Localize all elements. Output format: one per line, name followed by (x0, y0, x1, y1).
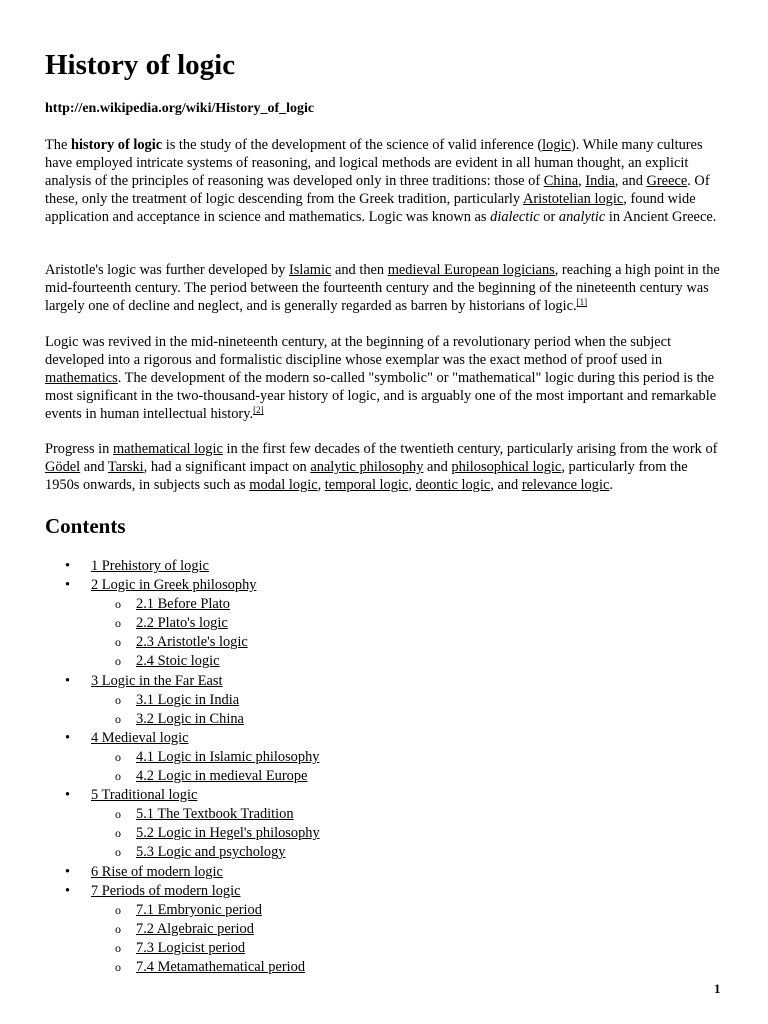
intro-paragraph (45, 136, 725, 226)
text: in Ancient Greece. (605, 209, 717, 225)
circle-bullet-icon: o (115, 635, 121, 650)
toc-link[interactable]: 2 Logic in Greek philosophy (91, 577, 257, 594)
toc-item (45, 557, 725, 576)
italic-term: analytic (558, 209, 606, 225)
bullet-icon: • (65, 558, 71, 574)
reference-link-2[interactable]: [2] (253, 405, 264, 415)
toc-subitem (91, 767, 725, 786)
toc-subitem (91, 614, 725, 633)
link-india[interactable]: India (585, 173, 615, 189)
toc-sublink[interactable]: 7.1 Embryonic period (136, 901, 262, 918)
toc-link[interactable]: 5 Traditional logic (91, 787, 198, 804)
text: , particularly from the 1950s onwards, in subjects such as (45, 459, 688, 493)
toc-link[interactable]: 4 Medieval logic (91, 729, 189, 746)
toc-sublist (91, 805, 725, 862)
toc-link[interactable]: 7 Periods of modern logic (91, 882, 241, 899)
bullet-icon: • (65, 787, 71, 804)
text: and (80, 459, 108, 475)
source-url: http://en.wikipedia.org/wiki/History_of_logic (45, 101, 315, 116)
link-modal-logic[interactable]: modal logic (249, 477, 318, 493)
link-philosophical-logic[interactable]: philosophical logic (451, 459, 562, 475)
bullet-icon: • (65, 882, 71, 899)
bullet-icon: • (65, 672, 71, 689)
revival-paragraph (45, 333, 725, 423)
toc-item (45, 576, 725, 671)
text: ). While many cultures have employed intricate systems of reasoning, and logical methods are evident in all human thought, an explicit analysis of the principles of reasoning was developed only in three traditions: those of (45, 137, 703, 189)
link-logic[interactable]: logic (542, 137, 571, 153)
toc-subitem (91, 691, 725, 710)
text: The (45, 137, 71, 153)
text: in the first few decades of the twentieth century, particularly arising from the work of (222, 441, 718, 457)
toc-sublink[interactable]: 4.2 Logic in medieval Europe (136, 768, 308, 785)
aristotle-paragraph (45, 261, 725, 315)
toc-sublist (91, 901, 725, 977)
text: Logic was revived in the mid-nineteenth century, at the beginning of a revolutionary period when the subject developed into a rigorous and formalistic discipline whose exemplar was the exact method of proof used in (45, 334, 672, 368)
toc-sublink[interactable]: 5.1 The Textbook Tradition (136, 806, 294, 823)
toc-sublink[interactable]: 7.2 Algebraic period (136, 920, 254, 937)
circle-bullet-icon: o (115, 807, 121, 822)
circle-bullet-icon: o (115, 921, 121, 936)
text: . (609, 477, 613, 493)
circle-bullet-icon: o (115, 826, 121, 841)
toc-item (45, 672, 725, 729)
toc-subitem (91, 939, 725, 958)
toc-subitem (91, 652, 725, 671)
toc-item (45, 729, 725, 786)
table-of-contents (45, 557, 725, 977)
toc-sublink[interactable]: 2.4 Stoic logic (136, 653, 220, 670)
toc-subitem (91, 748, 725, 767)
toc-item (45, 863, 725, 882)
toc-sublink[interactable]: 2.2 Plato's logic (136, 615, 228, 632)
text: , found wide application and acceptance in science and mathematics. Logic was known as (45, 191, 696, 225)
page-number: 1 (714, 981, 721, 996)
link-temporal-logic[interactable]: temporal logic (324, 477, 409, 493)
text: , (317, 477, 325, 493)
progress-paragraph (45, 440, 725, 494)
link-islamic[interactable]: Islamic (288, 262, 332, 278)
toc-subitem (91, 824, 725, 843)
toc-subitem (91, 633, 725, 652)
toc-sublist (91, 595, 725, 671)
circle-bullet-icon: o (115, 597, 121, 612)
circle-bullet-icon: o (115, 769, 121, 784)
circle-bullet-icon: o (115, 692, 121, 707)
link-medieval-logicians[interactable]: medieval European logicians (387, 262, 555, 278)
italic-term: dialectic (490, 209, 540, 225)
text: , and (614, 173, 647, 189)
text: , (578, 173, 586, 189)
text: is the study of the development of the science of valid inference ( (162, 137, 543, 153)
text: and then (331, 262, 388, 278)
circle-bullet-icon: o (115, 959, 121, 974)
toc-subitem (91, 843, 725, 862)
text: , (408, 477, 416, 493)
toc-sublink[interactable]: 2.1 Before Plato (136, 596, 230, 613)
toc-subitem (91, 805, 725, 824)
bullet-icon: • (65, 729, 71, 746)
text: , reaching a high point in the mid-fourteenth century. The period between the fourteenth century and the beginning of the nineteenth century was largely one of decline and neglect, and is generally regarded as barren by historians of logic. (45, 262, 720, 314)
toc-item (45, 882, 725, 977)
toc-sublink[interactable]: 7.4 Metamathematical period (136, 958, 306, 975)
toc-subitem (91, 901, 725, 920)
reference-link-1[interactable]: [1] (576, 297, 588, 307)
link-relevance-logic[interactable]: relevance logic (521, 477, 610, 493)
toc-subitem (91, 710, 725, 729)
text: , had a significant impact on (143, 459, 311, 475)
toc-link[interactable]: 1 Prehistory of logic (91, 558, 209, 574)
toc-sublink[interactable]: 3.1 Logic in India (136, 691, 240, 708)
link-tarski[interactable]: Tarski (107, 459, 144, 475)
link-godel[interactable]: Gödel (45, 459, 81, 475)
toc-sublist (91, 748, 725, 786)
text: Progress in (45, 441, 113, 457)
circle-bullet-icon: o (115, 902, 121, 917)
circle-bullet-icon: o (115, 616, 121, 631)
toc-sublink[interactable]: 5.2 Logic in Hegel's philosophy (136, 825, 320, 842)
toc-subitem (91, 595, 725, 614)
link-greece[interactable]: Greece (646, 173, 688, 189)
circle-bullet-icon: o (115, 845, 121, 860)
toc-sublink[interactable]: 4.1 Logic in Islamic philosophy (136, 748, 320, 765)
circle-bullet-icon: o (115, 940, 121, 955)
bullet-icon: • (65, 577, 71, 594)
link-analytic-philosophy[interactable]: analytic philosophy (310, 459, 424, 475)
toc-item (45, 786, 725, 862)
toc-subitem (91, 958, 725, 977)
link-mathematics[interactable]: mathematics (45, 370, 118, 386)
toc-link[interactable]: 6 Rise of modern logic (91, 863, 223, 880)
link-mathematical-logic[interactable]: mathematical logic (112, 441, 223, 457)
link-china[interactable]: China (543, 173, 579, 189)
page-title: History of logic (45, 49, 236, 81)
circle-bullet-icon: o (115, 749, 121, 764)
circle-bullet-icon: o (115, 711, 121, 726)
text: . The development of the modern so-called "symbolic" or "mathematical" logic during this period is the most significant in the two-thousand-year history of logic, and is arguably one of the most important and remarkable events in human intellectual history. (45, 370, 717, 422)
toc-sublink[interactable]: 5.3 Logic and psychology (136, 844, 286, 861)
bold-term: history of logic (70, 137, 163, 153)
text: Aristotle's logic was further developed by (45, 262, 289, 278)
toc-link[interactable]: 3 Logic in the Far East (91, 672, 223, 689)
toc-sublink[interactable]: 3.2 Logic in China (136, 710, 244, 727)
contents-heading: Contents (45, 514, 126, 538)
text: or (539, 209, 559, 225)
circle-bullet-icon: o (115, 654, 121, 669)
toc-sublink[interactable]: 2.3 Aristotle's logic (136, 634, 248, 651)
link-deontic-logic[interactable]: deontic logic (415, 477, 491, 493)
text: . Of these, only the treatment of logic descending from the Greek tradition, particularly (45, 173, 710, 207)
bullet-icon: • (65, 863, 71, 880)
link-aristotelian-logic[interactable]: Aristotelian logic (522, 191, 624, 207)
toc-subitem (91, 920, 725, 939)
text: , and (490, 477, 522, 493)
text: and (423, 459, 452, 475)
toc-sublink[interactable]: 7.3 Logicist period (136, 939, 246, 956)
toc-sublist (91, 691, 725, 729)
